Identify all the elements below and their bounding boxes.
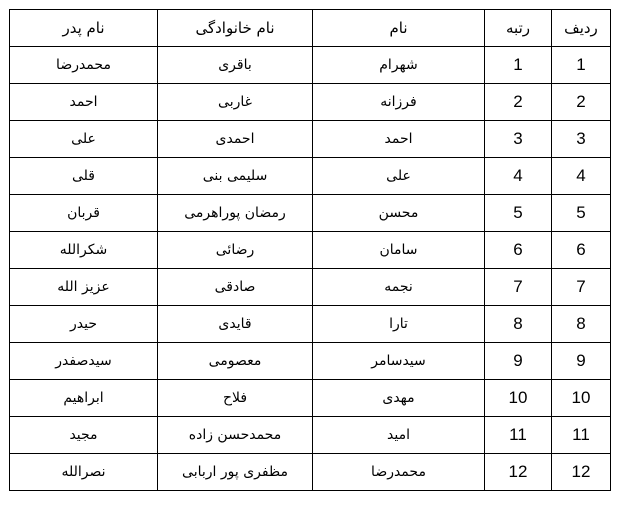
- cell-father: ابراهیم: [10, 380, 158, 417]
- cell-name: فرزانه: [313, 84, 485, 121]
- cell-radif: 7: [552, 269, 611, 306]
- cell-radif: 10: [552, 380, 611, 417]
- table-row: [10, 380, 611, 417]
- cell-radif: 4: [552, 158, 611, 195]
- cell-radif: 3: [552, 121, 611, 158]
- table-row: [10, 269, 611, 306]
- header-family: نام خانوادگی: [158, 10, 313, 47]
- table-row: [10, 47, 611, 84]
- cell-rotbe: 8: [485, 306, 552, 343]
- cell-family: مظفری پور اربابی: [158, 454, 313, 491]
- header-row: [10, 10, 611, 47]
- cell-father: شکرالله: [10, 232, 158, 269]
- cell-family: قایدی: [158, 306, 313, 343]
- cell-radif: 6: [552, 232, 611, 269]
- cell-rotbe: 12: [485, 454, 552, 491]
- cell-father: عزیز الله: [10, 269, 158, 306]
- cell-family: احمدی: [158, 121, 313, 158]
- cell-name: محمدرضا: [313, 454, 485, 491]
- cell-family: رضائی: [158, 232, 313, 269]
- cell-family: صادقی: [158, 269, 313, 306]
- cell-name: نجمه: [313, 269, 485, 306]
- table-row: [10, 84, 611, 121]
- table-row: [10, 232, 611, 269]
- table-row: [10, 121, 611, 158]
- cell-name: شهرام: [313, 47, 485, 84]
- table-body: [10, 47, 611, 491]
- cell-family: محمدحسن زاده: [158, 417, 313, 454]
- cell-rotbe: 3: [485, 121, 552, 158]
- cell-father: مجید: [10, 417, 158, 454]
- cell-name: مهدی: [313, 380, 485, 417]
- cell-name: احمد: [313, 121, 485, 158]
- cell-name: تارا: [313, 306, 485, 343]
- table-row: [10, 343, 611, 380]
- cell-radif: 2: [552, 84, 611, 121]
- cell-father: علی: [10, 121, 158, 158]
- cell-father: سیدصفدر: [10, 343, 158, 380]
- table-row: [10, 195, 611, 232]
- header-rotbe: رتبه: [485, 10, 552, 47]
- cell-rotbe: 4: [485, 158, 552, 195]
- header-father: نام پدر: [10, 10, 158, 47]
- table-row: [10, 454, 611, 491]
- results-table: [9, 9, 611, 491]
- cell-rotbe: 6: [485, 232, 552, 269]
- cell-radif: 5: [552, 195, 611, 232]
- table-row: [10, 417, 611, 454]
- cell-rotbe: 1: [485, 47, 552, 84]
- cell-family: باقری: [158, 47, 313, 84]
- cell-radif: 11: [552, 417, 611, 454]
- cell-father: قلی: [10, 158, 158, 195]
- table-row: [10, 158, 611, 195]
- cell-name: علی: [313, 158, 485, 195]
- cell-name: سامان: [313, 232, 485, 269]
- cell-family: غاربی: [158, 84, 313, 121]
- cell-father: محمدرضا: [10, 47, 158, 84]
- header-radif: ردیف: [552, 10, 611, 47]
- cell-name: محسن: [313, 195, 485, 232]
- header-name: نام: [313, 10, 485, 47]
- cell-rotbe: 5: [485, 195, 552, 232]
- cell-radif: 1: [552, 47, 611, 84]
- cell-rotbe: 10: [485, 380, 552, 417]
- cell-radif: 8: [552, 306, 611, 343]
- cell-rotbe: 9: [485, 343, 552, 380]
- cell-father: نصرالله: [10, 454, 158, 491]
- cell-father: حیدر: [10, 306, 158, 343]
- cell-radif: 12: [552, 454, 611, 491]
- cell-family: فلاح: [158, 380, 313, 417]
- cell-father: احمد: [10, 84, 158, 121]
- cell-father: قربان: [10, 195, 158, 232]
- cell-family: سلیمی بنی: [158, 158, 313, 195]
- cell-family: رمضان پوراهرمی: [158, 195, 313, 232]
- cell-name: سیدسامر: [313, 343, 485, 380]
- table-row: [10, 306, 611, 343]
- cell-rotbe: 11: [485, 417, 552, 454]
- cell-rotbe: 2: [485, 84, 552, 121]
- cell-radif: 9: [552, 343, 611, 380]
- cell-name: امید: [313, 417, 485, 454]
- cell-rotbe: 7: [485, 269, 552, 306]
- cell-family: معصومی: [158, 343, 313, 380]
